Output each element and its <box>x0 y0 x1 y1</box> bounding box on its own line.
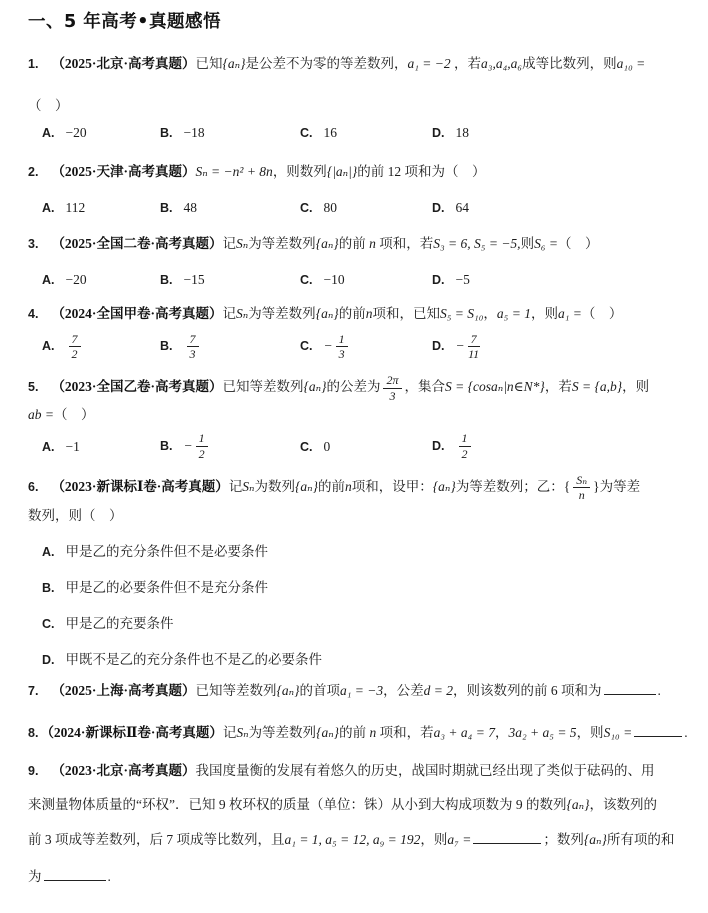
option-d <box>42 648 682 668</box>
option-c <box>42 612 682 632</box>
question-8-text: 记Sₙ为等差数列{aₙ}的前 n 项和，若a₃ + a₄ = 7，3a₂ + a₅ = 5，则S₁₀ = . <box>222 725 688 741</box>
question-1-text: 已知{aₙ}是公差不为零的等差数列，a₁ = −2 ，若a₃,a₄,a₆成等比数列，则a₁₀ = <box>195 56 646 71</box>
question-2 <box>28 163 682 217</box>
question-2-source: （2025·天津·高考真题） <box>51 163 196 179</box>
question-3-number: 3. <box>28 236 39 251</box>
option-d <box>432 333 682 361</box>
question-1-number: 1. <box>28 57 39 71</box>
question-4-source: （2024·全国甲卷·高考真题） <box>51 305 223 321</box>
question-9-continuation-1: 来测量物体质量的“环权”．已知 9 枚环权的质量（单位：铢）从小到大构成项数为 9 的数列{aₙ}，该数列的 <box>28 796 658 812</box>
option-b-value: $\frac{7}{3}$ <box>184 338 202 353</box>
question-4-text: 记Sₙ为等差数列{aₙ}的前n项和，已知S₅ = S₁₀，a₅ = 1，则a₁ =（ ） <box>222 305 623 321</box>
option-a <box>42 199 160 217</box>
option-d-value: 64 <box>455 200 469 216</box>
option-a-label: A. <box>42 272 55 287</box>
question-1-options <box>28 124 682 142</box>
option-c-label: C. <box>42 616 55 631</box>
option-c-label: C. <box>300 201 313 216</box>
question-6-text: 记Sₙ为数列{aₙ}的前n项和，设甲：{aₙ}为等差数列；乙：{ $\frac{\text{Sₙ}}{n}$ }为等差 <box>228 472 641 503</box>
option-d-label: D. <box>432 201 445 216</box>
option-d-value: 甲既不是乙的充分条件也不是乙的必要条件 <box>65 651 322 667</box>
question-8-number: 8. <box>28 726 39 741</box>
option-d-value: − $\frac{7}{11}$ <box>455 331 480 362</box>
question-2-text: Sₙ = −n² + 8n，则数列{|aₙ|}的前 12 项和为（ ） <box>195 163 486 179</box>
option-b-value: − $\frac{1}{2}$ <box>184 438 211 453</box>
option-d-label: D. <box>432 438 445 453</box>
question-2-number: 2. <box>28 164 39 179</box>
question-1-answer-paren: （ ） <box>28 98 69 114</box>
option-a <box>42 438 160 456</box>
question-6-options <box>28 540 682 668</box>
question-9-continuation-3: 为 . <box>28 869 111 885</box>
question-9-source: （2023·北京·高考真题） <box>51 763 196 779</box>
question-1-source: （2025·北京·高考真题） <box>51 56 196 71</box>
question-5-number: 5. <box>28 380 39 395</box>
option-c-value: − $\frac{1}{3}$ <box>324 338 351 353</box>
option-b <box>160 271 300 289</box>
option-a-label: A. <box>42 126 55 141</box>
question-5-stem <box>28 374 682 402</box>
option-a <box>42 124 160 142</box>
question-8-source: （2024·新课标Ⅱ卷·高考真题） <box>40 725 223 741</box>
option-c-value: 16 <box>323 125 337 141</box>
option-b <box>160 199 300 217</box>
question-2-options <box>28 199 682 217</box>
option-d <box>432 199 682 217</box>
option-b <box>160 432 300 460</box>
question-7-source: （2025·上海·高考真题） <box>51 682 196 698</box>
option-c-label: C. <box>300 439 313 454</box>
option-a <box>42 333 160 361</box>
option-b-label: B. <box>160 201 173 216</box>
question-5-options <box>28 432 682 460</box>
option-c-label: C. <box>300 272 313 287</box>
question-6-source: （2023·新课标Ⅰ卷·高考真题） <box>51 478 229 494</box>
question-6-continuation: 数列，则（ ） <box>28 507 123 523</box>
option-c-value: −10 <box>323 271 345 287</box>
question-3-source: （2025·全国二卷·高考真题） <box>51 235 223 251</box>
option-b <box>160 124 300 142</box>
option-d-label: D. <box>42 652 55 667</box>
option-a-label: A. <box>42 544 55 559</box>
question-5-continuation: ab =（ ） <box>28 407 95 423</box>
question-8 <box>28 724 688 742</box>
question-4-number: 4. <box>28 306 39 321</box>
option-a <box>42 271 160 289</box>
option-c-value: 80 <box>323 200 337 216</box>
question-6 <box>28 474 682 668</box>
question-1 <box>28 55 682 142</box>
question-7-number: 7. <box>28 683 39 698</box>
option-b-label: B. <box>160 272 173 287</box>
option-a-value: 112 <box>65 200 86 216</box>
question-9-text: 我国度量衡的发展有着悠久的历史，战国时期就已经出现了类似于砝码的、用 <box>195 763 655 779</box>
option-d <box>432 124 682 142</box>
option-c <box>300 271 432 289</box>
question-8-stem <box>28 724 688 742</box>
option-b <box>42 576 682 596</box>
question-4-options <box>28 333 682 361</box>
option-a-value: −20 <box>65 271 87 287</box>
page-title: 一、5 年高考•真题感悟 <box>28 12 221 32</box>
question-9-stem <box>28 762 682 780</box>
question-3-text: 记Sₙ为等差数列{aₙ}的前 n 项和，若S₃ = 6, S₅ = −5,则S₆ =（ ） <box>222 235 599 251</box>
option-a-label: A. <box>42 201 55 216</box>
option-d <box>432 432 682 460</box>
question-9 <box>28 762 682 886</box>
question-4-stem <box>28 305 682 323</box>
option-a-label: A. <box>42 439 55 454</box>
option-a-value: 甲是乙的充分条件但不是必要条件 <box>65 543 268 559</box>
question-7-stem <box>28 682 682 700</box>
option-b-label: B. <box>160 438 173 453</box>
option-d-label: D. <box>432 338 445 353</box>
option-b-value: 甲是乙的必要条件但不是充分条件 <box>65 579 268 595</box>
option-c <box>300 124 432 142</box>
question-5 <box>28 374 682 461</box>
option-b-label: B. <box>160 338 173 353</box>
option-b <box>160 333 300 361</box>
question-6-stem <box>28 474 682 502</box>
question-5-text: 已知等差数列{aₙ}的公差为 $\frac{2\pi}{3}$ ，集合S = {cosaₙ|n∈N*}，若S = {a,b}，则 <box>222 372 650 403</box>
question-6-number: 6. <box>28 479 39 494</box>
option-b-value: 48 <box>183 200 197 216</box>
option-d-label: D. <box>432 126 445 141</box>
option-c <box>300 438 432 456</box>
option-d-value: $\frac{1}{2}$ <box>456 438 474 453</box>
option-c-value: 0 <box>323 438 331 454</box>
question-9-continuation-2: 前 3 项成等差数列，后 7 项成等比数列，且a₁ = 1, a₅ = 12, a₉ = 192，则a₇ = ；数列{aₙ}所有项的和 <box>28 831 675 847</box>
question-1-stem <box>28 55 682 73</box>
question-7 <box>28 682 682 700</box>
option-b-value: −18 <box>183 125 205 141</box>
option-b-label: B. <box>42 580 55 595</box>
question-3 <box>28 235 682 289</box>
question-3-options <box>28 271 682 289</box>
question-5-source: （2023·全国乙卷·高考真题） <box>51 379 223 395</box>
option-d-value: −5 <box>455 271 470 287</box>
option-d <box>432 271 682 289</box>
option-c <box>300 199 432 217</box>
option-a-value: −20 <box>65 125 87 141</box>
option-c-label: C. <box>300 338 313 353</box>
question-9-number: 9. <box>28 764 39 779</box>
question-3-stem <box>28 235 682 253</box>
option-a-value: $\frac{7}{2}$ <box>66 338 84 353</box>
option-c-value: 甲是乙的充要条件 <box>65 615 174 631</box>
option-d-value: 18 <box>455 125 469 141</box>
question-7-text: 已知等差数列{aₙ}的首项a₁ = −3，公差d = 2，则该数列的前 6 项和为 . <box>195 682 661 698</box>
option-b-label: B. <box>160 126 173 141</box>
option-d-label: D. <box>432 272 445 287</box>
option-a-label: A. <box>42 338 55 353</box>
option-c-label: C. <box>300 126 313 141</box>
option-a <box>42 540 682 560</box>
option-a-value: −1 <box>65 438 80 454</box>
question-4 <box>28 305 682 361</box>
option-b-value: −15 <box>183 271 205 287</box>
question-2-stem <box>28 163 682 181</box>
option-c <box>300 333 432 361</box>
